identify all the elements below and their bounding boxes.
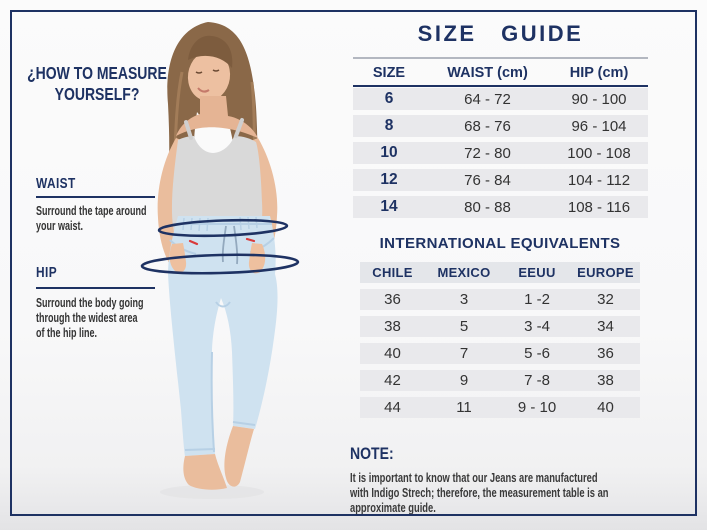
table-row: [353, 196, 648, 218]
chile-cell: 36: [384, 291, 401, 308]
size-cell: 12: [380, 171, 398, 188]
col-europe: EUROPE: [577, 265, 634, 280]
page-title-line2: YOURSELF?: [54, 84, 140, 104]
mexico-cell: 9: [459, 372, 469, 389]
col-size: SIZE: [372, 64, 406, 81]
waist-cell: 76 - 84: [464, 171, 511, 189]
waist-cell: 80 - 88: [464, 198, 511, 216]
col-eeuu: EEUU: [518, 265, 556, 280]
hip-cell: 104 - 112: [567, 171, 631, 189]
col-mexico: MEXICO: [437, 265, 491, 280]
chile-cell: 44: [384, 399, 401, 416]
hip-cell: 108 - 116: [567, 198, 631, 216]
header-divider: [353, 85, 648, 87]
hip-label: HIP: [36, 265, 58, 281]
size-cell: 8: [384, 117, 394, 134]
left-foot: [183, 454, 227, 490]
size-cell: 14: [380, 198, 398, 215]
mexico-cell: 7: [459, 345, 469, 362]
table-row: [360, 370, 640, 391]
hip-section: [36, 265, 185, 341]
waist-label: WAIST: [36, 176, 76, 192]
note-label: NOTE:: [350, 445, 394, 463]
mexico-cell: 11: [456, 399, 472, 416]
chile-cell: 38: [384, 318, 401, 335]
table-row: [360, 343, 640, 364]
page-title: [8, 63, 186, 105]
chile-cell: 40: [384, 345, 401, 362]
table-row: [353, 169, 648, 191]
table-row: [360, 316, 640, 337]
eeuu-cell: 7 -8: [524, 372, 550, 389]
right-foot: [224, 426, 254, 487]
hip-underline: [36, 287, 155, 289]
note-text: It is important to know that our Jeans are manufactured with Indigo Strech; therefore, the measurement table is an approximate guide.: [350, 470, 609, 515]
waist-cell: 64 - 72: [464, 90, 511, 108]
size-cell: 6: [384, 90, 394, 107]
eeuu-cell: 3 -4: [524, 318, 550, 335]
size-guide-title: SIZE GUIDE: [417, 21, 584, 46]
waist-cell: 72 - 80: [464, 144, 511, 162]
europe-cell: 36: [597, 345, 614, 362]
waist-section: [36, 176, 189, 234]
size-table-header: [353, 62, 648, 83]
waist-underline: [36, 196, 155, 198]
col-hip: HIP (cm): [569, 64, 629, 81]
eeuu-cell: 9 - 10: [517, 399, 557, 416]
europe-cell: 38: [597, 372, 614, 389]
waist-cell: 68 - 76: [464, 117, 511, 135]
table-row: [353, 88, 648, 110]
page-title-line1: ¿HOW TO MEASURE: [27, 63, 167, 83]
international-table-header: [360, 262, 640, 283]
waist-description: Surround the tape around your waist.: [36, 204, 147, 233]
hip-cell: 90 - 100: [571, 90, 627, 108]
col-chile: CHILE: [372, 265, 413, 280]
hip-cell: 100 - 108: [567, 144, 631, 162]
mexico-cell: 5: [459, 318, 469, 335]
table-row: [353, 115, 648, 137]
hip-cell: 96 - 104: [571, 117, 627, 135]
eeuu-cell: 1 -2: [524, 291, 550, 308]
chile-cell: 42: [384, 372, 401, 389]
table-row: [360, 397, 640, 418]
hip-description: Surround the body going through the widest area of the hip line.: [36, 296, 144, 340]
europe-cell: 32: [597, 291, 614, 308]
eeuu-cell: 5 -6: [524, 345, 550, 362]
size-cell: 10: [380, 144, 398, 161]
mexico-cell: 3: [459, 291, 469, 308]
table-row: [353, 142, 648, 164]
table-row: [360, 289, 640, 310]
europe-cell: 34: [597, 318, 614, 335]
title-divider: [353, 57, 648, 59]
europe-cell: 40: [597, 399, 614, 416]
international-title: INTERNATIONAL EQUIVALENTS: [379, 235, 621, 252]
col-waist: WAIST (cm): [447, 64, 528, 81]
